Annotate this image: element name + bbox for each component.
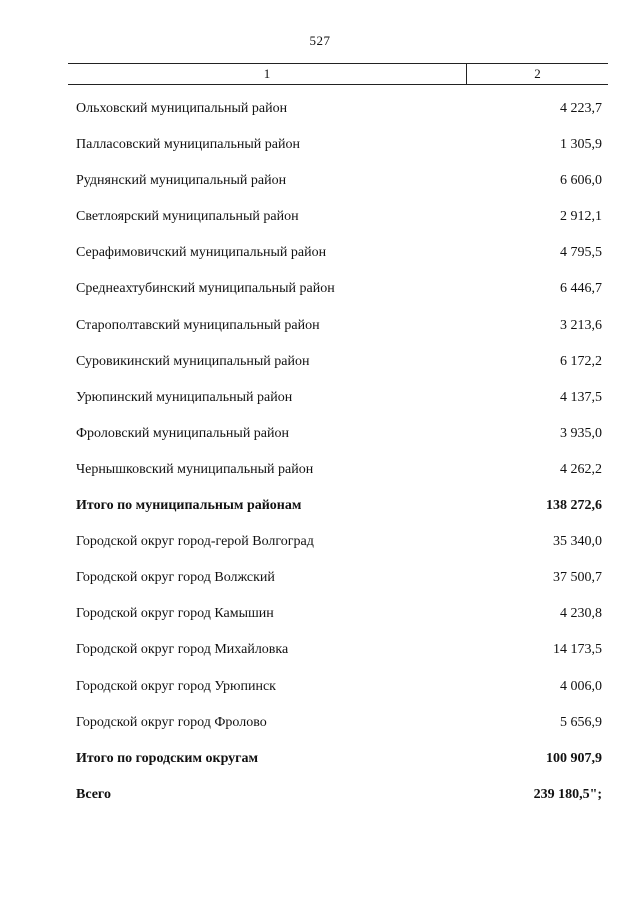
row-value: 5 656,9: [560, 714, 602, 730]
table-row: [0, 200, 640, 236]
table-row: [0, 597, 640, 633]
table-row: [0, 525, 640, 561]
row-name: Серафимовичский муниципальный район: [76, 245, 327, 261]
row-name: Суровикинский муниципальный район: [76, 353, 310, 369]
table-row: [0, 164, 640, 200]
table-row: [0, 381, 640, 417]
row-name: Городской округ город Камышин: [76, 606, 274, 622]
row-name: Чернышковский муниципальный район: [76, 461, 314, 477]
row-name: Среднеахтубинский муниципальный район: [76, 281, 335, 297]
row-name: Всего: [76, 786, 111, 802]
row-name: Палласовский муниципальный район: [76, 137, 300, 153]
row-value: 4 137,5: [560, 389, 602, 405]
table-row: [0, 670, 640, 706]
row-value: 4 223,7: [560, 101, 602, 116]
table-row: [0, 345, 640, 381]
row-value: 35 340,0: [553, 534, 602, 550]
row-name: Светлоярский муниципальный район: [76, 209, 299, 225]
row-name: Итого по городским округам: [76, 750, 259, 766]
table-total-row: [0, 489, 640, 525]
table-row: [0, 236, 640, 272]
row-value: 3 213,6: [560, 317, 602, 333]
row-value: 2 912,1: [560, 209, 602, 225]
table-total-row: [0, 742, 640, 778]
row-name: Ольховский муниципальный район: [76, 101, 288, 116]
row-name: Руднянский муниципальный район: [76, 173, 287, 189]
row-name: Городской округ город-герой Волгоград: [76, 534, 314, 550]
row-value: 1 305,9: [560, 137, 602, 153]
row-name: Городской округ город Михайловка: [76, 642, 289, 658]
row-name: Итого по муниципальным районам: [76, 498, 302, 514]
table-header: [68, 63, 608, 85]
table-row: [0, 92, 640, 128]
table-row: [0, 128, 640, 164]
row-value: 6 446,7: [560, 281, 602, 297]
table-row: [0, 453, 640, 489]
row-value: 4 262,2: [560, 461, 602, 477]
row-value: 239 180,5";: [533, 786, 602, 802]
row-value: 3 935,0: [560, 425, 602, 441]
row-value: 4 230,8: [560, 606, 602, 622]
row-value: 14 173,5: [553, 642, 602, 658]
page-number: 527: [309, 33, 331, 48]
row-value: 6 606,0: [560, 173, 602, 189]
row-value: 37 500,7: [553, 570, 602, 586]
row-value: 100 907,9: [546, 750, 602, 766]
row-value: 6 172,2: [560, 353, 602, 369]
column-header-1: 1: [263, 66, 271, 81]
table-row: [0, 706, 640, 742]
row-value: 138 272,6: [546, 498, 602, 514]
table-row: [0, 272, 640, 308]
table-total-row: [0, 778, 640, 814]
row-value: 4 795,5: [560, 245, 602, 261]
row-name: Фроловский муниципальный район: [76, 425, 290, 441]
table-row: [0, 309, 640, 345]
row-name: Урюпинский муниципальный район: [76, 389, 293, 405]
column-header-2: 2: [534, 66, 541, 81]
table-row: [0, 417, 640, 453]
row-name: Городской округ город Фролово: [76, 714, 267, 730]
table-body: [0, 92, 640, 814]
row-name: Городской округ город Урюпинск: [76, 678, 276, 694]
row-name: Старополтавский муниципальный район: [76, 317, 320, 333]
table-row: [0, 561, 640, 597]
table-row: [0, 633, 640, 669]
row-name: Городской округ город Волжский: [76, 570, 275, 586]
row-value: 4 006,0: [560, 678, 602, 694]
